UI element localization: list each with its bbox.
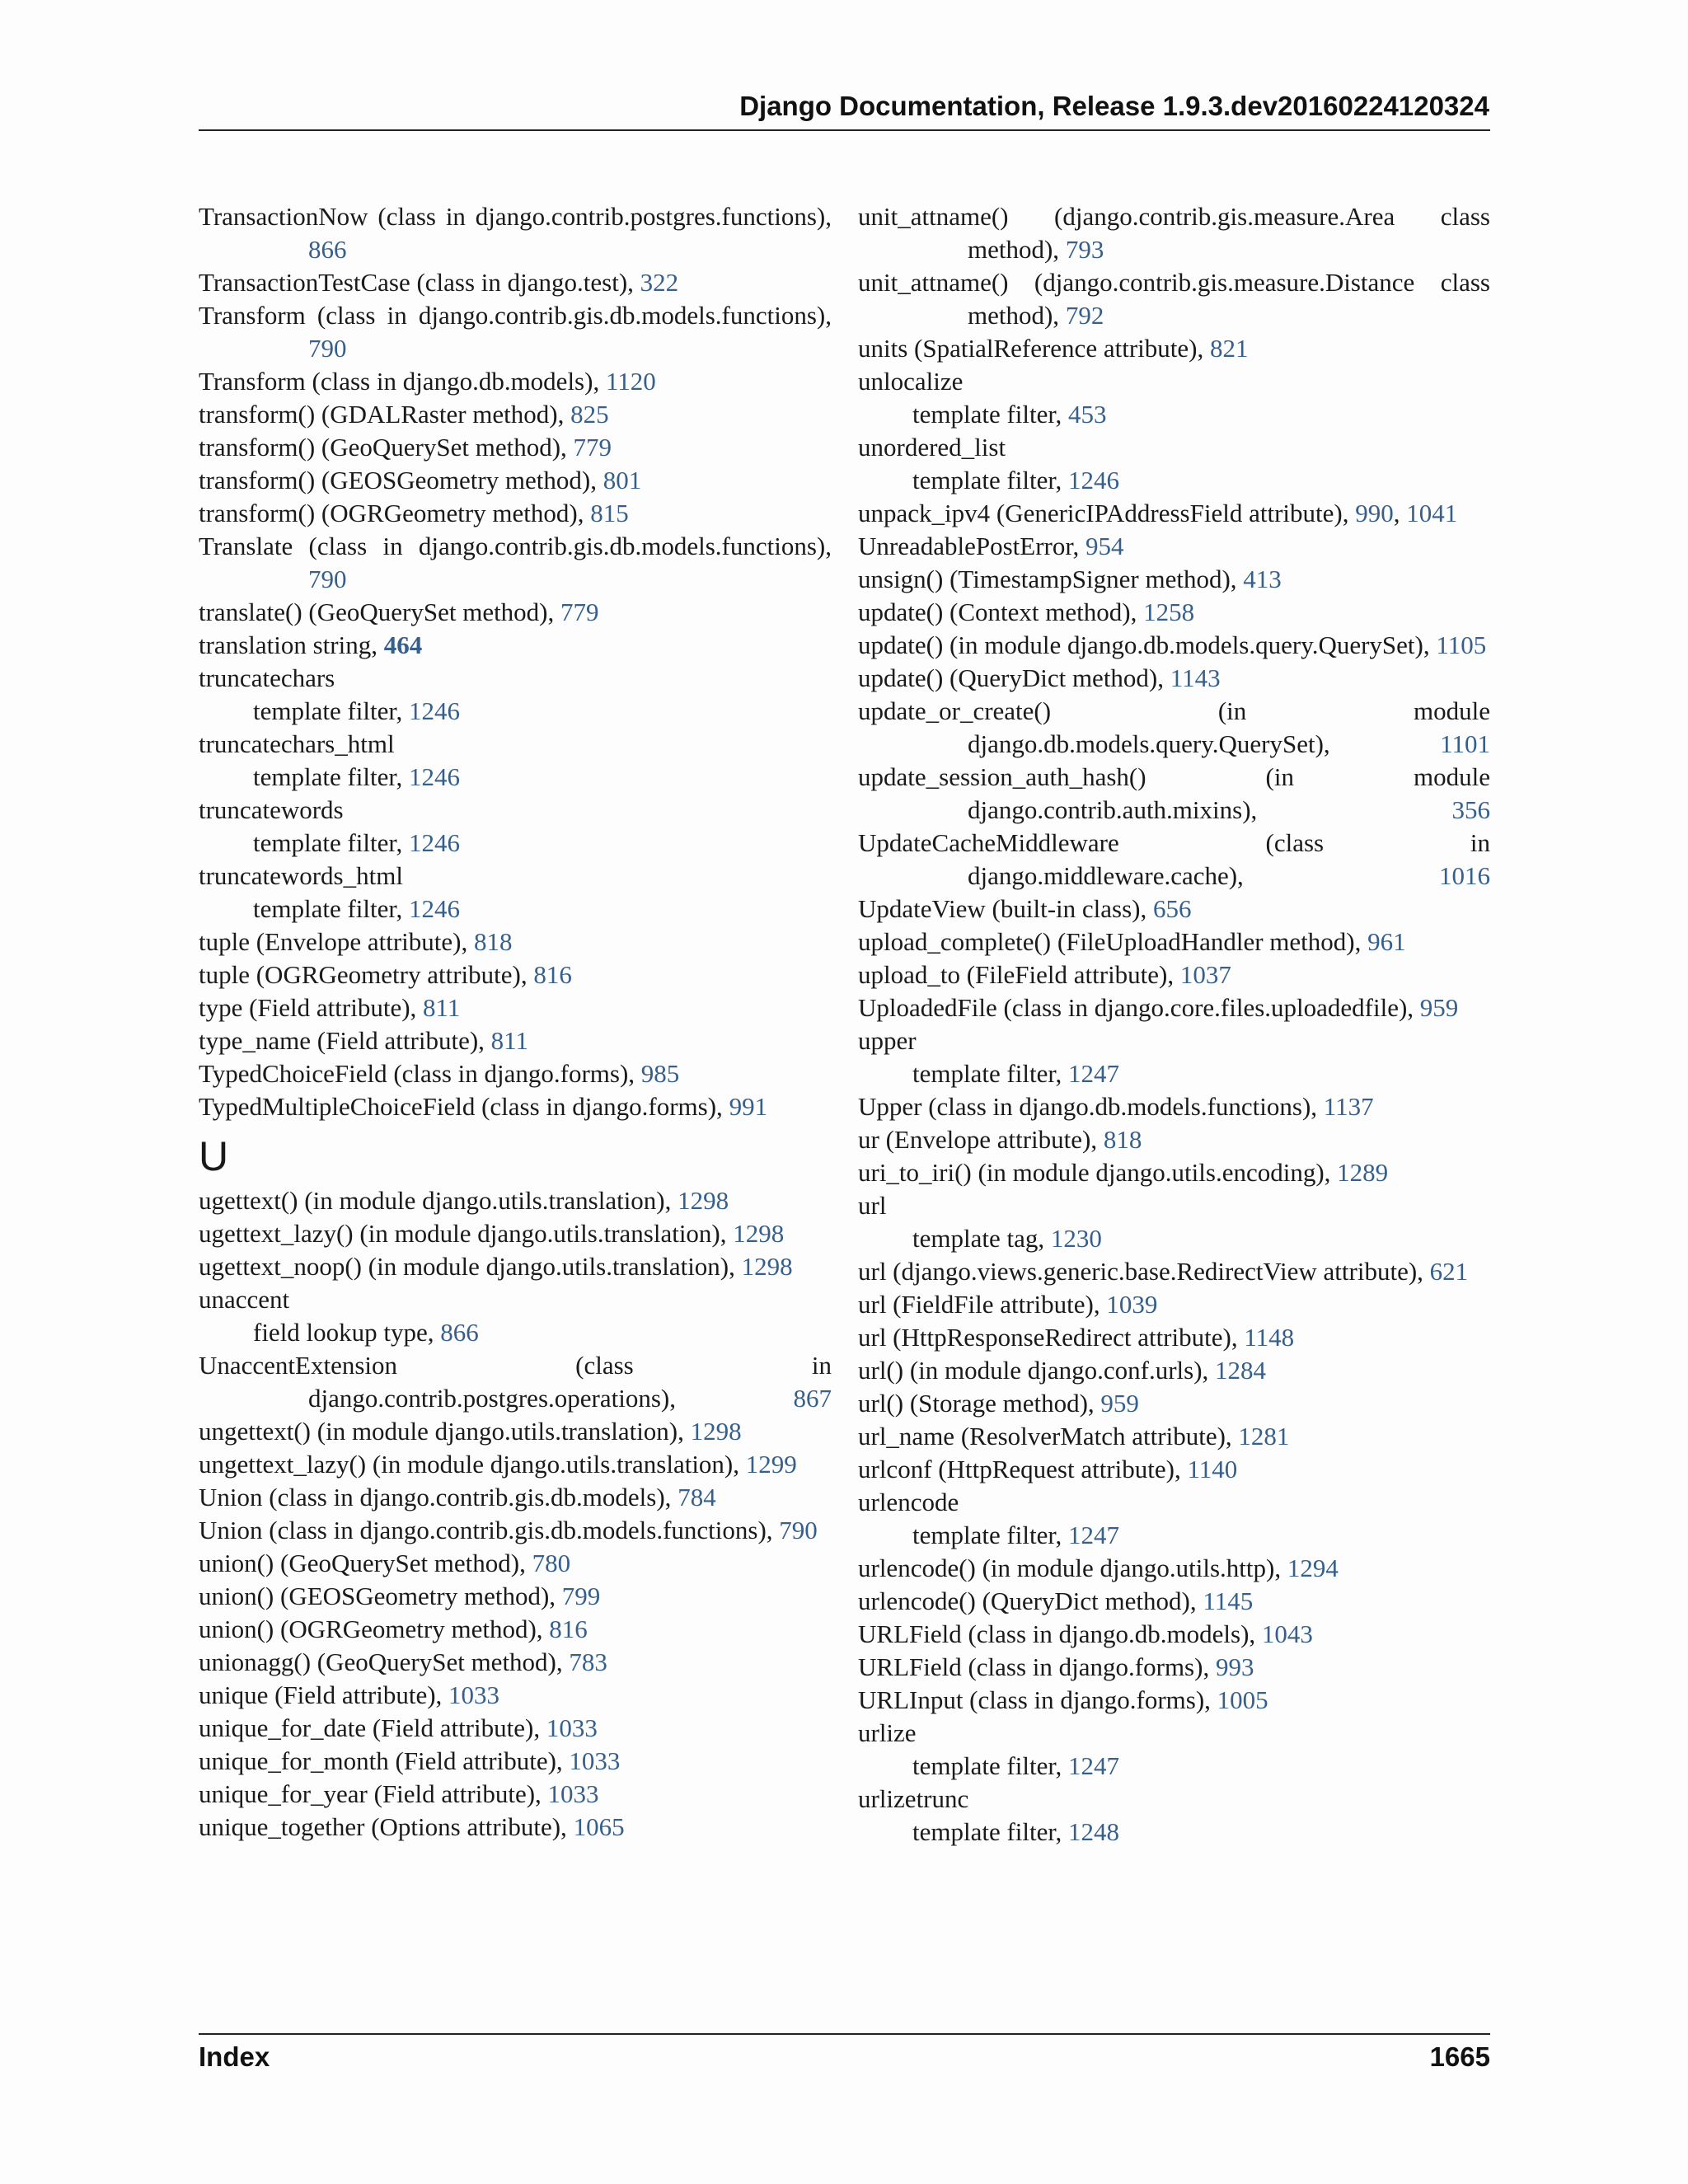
- index-entry-text: URLInput (class in django.forms),: [858, 1685, 1217, 1714]
- page-reference-link[interactable]: 792: [1065, 301, 1104, 330]
- page-reference-link[interactable]: 816: [533, 960, 572, 989]
- index-entry-text: Union (class in django.contrib.gis.db.models.functions),: [199, 1516, 780, 1544]
- index-subentry: [858, 1222, 1490, 1255]
- page-reference-link[interactable]: 1043: [1261, 1619, 1313, 1648]
- page-reference-link[interactable]: 1289: [1337, 1158, 1389, 1187]
- index-entry: [199, 991, 832, 1024]
- page-reference-link[interactable]: 1037: [1179, 960, 1231, 989]
- page-reference-link[interactable]: 779: [573, 433, 612, 462]
- index-entry-text: url() (Storage method),: [858, 1389, 1101, 1418]
- index-entry: [199, 1646, 832, 1679]
- page-reference-link[interactable]: 990: [1355, 499, 1394, 527]
- index-entry: [199, 1184, 832, 1217]
- index-entry: [199, 266, 832, 299]
- index-entry-text: ur (Envelope attribute),: [858, 1125, 1104, 1154]
- index-entry: [199, 1024, 832, 1057]
- index-entry-text: unique_together (Options attribute),: [199, 1812, 574, 1841]
- index-entry-text: UnreadablePostError,: [858, 532, 1085, 560]
- page-reference-link[interactable]: 1247: [1067, 1751, 1119, 1780]
- index-subentry: [199, 1316, 832, 1349]
- index-heading: [858, 1717, 1490, 1750]
- index-entry: unpack_ipv4 (GenericIPAddressField attribute), 990, 1041: [858, 499, 1458, 527]
- index-group-u-continued: [858, 200, 1490, 1849]
- index-entry-text: url (django.views.generic.base.RedirectView attribute),: [858, 1257, 1430, 1286]
- index-entry-text: type (Field attribute),: [199, 993, 424, 1022]
- index-entry-text: template filter,: [253, 828, 409, 857]
- index-subentry: [199, 827, 832, 860]
- index-entry-text: update() (Context method),: [858, 598, 1144, 626]
- page-reference-link[interactable]: 1033: [448, 1680, 500, 1709]
- page-reference-link[interactable]: 985: [640, 1059, 680, 1088]
- index-entry-text: unique_for_year (Field attribute),: [199, 1779, 548, 1808]
- header-rule: [199, 129, 1490, 131]
- page-reference-link[interactable]: 801: [603, 466, 642, 494]
- index-entry-text: upload_to (FileField attribute),: [858, 960, 1180, 989]
- page-reference-link[interactable]: 1246: [408, 762, 460, 791]
- index-entry-text: urlencode() (in module django.utils.http),: [858, 1554, 1287, 1582]
- index-entry: [199, 958, 832, 991]
- index-entry-text: tuple (Envelope attribute),: [199, 927, 474, 956]
- index-entry-text: translation string,: [199, 630, 384, 659]
- index-entry: [858, 893, 1490, 926]
- index-entry-text: urlizetrunc: [858, 1784, 969, 1813]
- section-letter-u: U: [199, 1133, 229, 1179]
- index-entry-text: transform() (GeoQuerySet method),: [199, 433, 574, 462]
- index-entry: [858, 1453, 1490, 1486]
- page-reference-link[interactable]: 866: [308, 235, 347, 264]
- index-entry-text: Transform (class in django.db.models),: [199, 367, 606, 396]
- index-entry-text: TypedMultipleChoiceField (class in django.forms),: [199, 1092, 729, 1121]
- index-column-right: [858, 200, 1490, 1849]
- index-entry: [858, 1090, 1490, 1123]
- index-entry-text: Translate (class in django.contrib.gis.db.models.functions),: [199, 532, 832, 560]
- page-reference-link[interactable]: 1065: [573, 1812, 625, 1841]
- index-entry-text: UpdateCacheMiddleware (class in django.middleware.cache),: [858, 828, 1490, 890]
- index-entry-text: upload_complete() (FileUploadHandler method),: [858, 927, 1368, 956]
- index-entry-text: UpdateView (built-in class),: [858, 894, 1153, 923]
- index-subentry: [858, 1057, 1490, 1090]
- page-reference-link[interactable]: 1246: [408, 894, 460, 923]
- index-subentry: [199, 761, 832, 794]
- index-heading: [858, 1783, 1490, 1816]
- page-reference-link[interactable]: 1298: [741, 1252, 793, 1281]
- index-entry: [858, 563, 1490, 596]
- page-reference-link[interactable]: 1284: [1215, 1356, 1267, 1385]
- page-reference-link[interactable]: 1281: [1238, 1422, 1290, 1451]
- page-reference-link[interactable]: 1299: [745, 1450, 797, 1479]
- page-reference-link[interactable]: 959: [1100, 1389, 1139, 1418]
- index-entry-text: Union (class in django.contrib.gis.db.models),: [199, 1483, 678, 1511]
- index-entry-text: unlocalize: [858, 367, 964, 396]
- page-reference-link[interactable]: 1145: [1203, 1586, 1254, 1615]
- index-entry-text: TypedChoiceField (class in django.forms),: [199, 1059, 641, 1088]
- page-reference-link[interactable]: 1140: [1187, 1455, 1238, 1483]
- index-entry-text: template filter,: [912, 1059, 1068, 1088]
- index-entry: [199, 1712, 832, 1745]
- index-entry: [199, 398, 832, 431]
- index-heading: [199, 728, 832, 761]
- page-reference-link[interactable]: 825: [570, 400, 609, 429]
- index-entry: [858, 596, 1490, 629]
- page-reference-link[interactable]: 1005: [1217, 1685, 1268, 1714]
- page-reference-link[interactable]: 322: [640, 268, 679, 297]
- index-entry: [199, 1250, 832, 1283]
- index-heading: [199, 662, 832, 695]
- index-entry: [199, 1613, 832, 1646]
- index-entry: [858, 958, 1490, 991]
- index-heading: [199, 860, 832, 893]
- index-subentry: [858, 398, 1490, 431]
- index-entry: [858, 1354, 1490, 1387]
- index-entry-text: template filter,: [912, 466, 1068, 494]
- index-entry-text: template filter,: [912, 1751, 1068, 1780]
- index-entry-text: update_session_auth_hash() (in module django.contrib.auth.mixins),: [858, 762, 1490, 824]
- index-entry: [199, 1778, 832, 1811]
- index-entry: [199, 629, 832, 662]
- index-heading: [199, 1283, 832, 1316]
- index-entry-text: urlencode: [858, 1488, 959, 1516]
- page-reference-link[interactable]: 818: [1103, 1125, 1142, 1154]
- index-entry-text: unsign() (TimestampSigner method),: [858, 565, 1244, 593]
- index-entry: [858, 1684, 1490, 1717]
- page-reference-link[interactable]: 799: [561, 1582, 601, 1610]
- page-reference-link[interactable]: 790: [308, 334, 347, 363]
- page-reference-link[interactable]: 1298: [678, 1186, 729, 1215]
- index-entry-text: transform() (OGRGeometry method),: [199, 499, 591, 527]
- index-entry-text: ungettext_lazy() (in module django.utils.translation),: [199, 1450, 746, 1479]
- page-reference-link[interactable]: 779: [560, 598, 599, 626]
- index-entry-text: ugettext_lazy() (in module django.utils.translation),: [199, 1219, 734, 1248]
- page-reference-link[interactable]: 780: [532, 1549, 571, 1577]
- index-entry: [858, 761, 1490, 827]
- index-entry: [199, 365, 832, 398]
- index-entry-text: ungettext() (in module django.utils.translation),: [199, 1417, 691, 1446]
- index-entry: [199, 1481, 832, 1514]
- index-heading: [858, 1024, 1490, 1057]
- index-entry-text: uri_to_iri() (in module django.utils.encoding),: [858, 1158, 1338, 1187]
- page-reference-link[interactable]: 1039: [1106, 1290, 1158, 1319]
- page-reference-link[interactable]: 1105: [1436, 630, 1487, 659]
- index-entry: [858, 926, 1490, 958]
- page-reference-link[interactable]: 1143: [1170, 663, 1221, 692]
- page-reference-link[interactable]: 656: [1152, 894, 1192, 923]
- page-reference-link[interactable]: 959: [1419, 993, 1459, 1022]
- index-heading: [199, 794, 832, 827]
- index-entry: [199, 1514, 832, 1547]
- index-entry-text: truncatechars: [199, 663, 335, 692]
- index-entry: [858, 662, 1490, 695]
- index-entry: [858, 1321, 1490, 1354]
- index-entry-text: UnaccentExtension (class in django.contrib.postgres.operations),: [199, 1351, 832, 1413]
- index-entry: [199, 1415, 832, 1448]
- page-reference-link[interactable]: 1148: [1244, 1323, 1295, 1352]
- index-entry-text: ugettext() (in module django.utils.translation),: [199, 1186, 678, 1215]
- index-subentry: [858, 1519, 1490, 1552]
- index-entry: [199, 530, 832, 596]
- page-reference-link[interactable]: 866: [440, 1318, 479, 1347]
- index-entry: [858, 1651, 1490, 1684]
- page-reference-link[interactable]: 815: [590, 499, 629, 527]
- index-entry-text: upper: [858, 1026, 917, 1055]
- page-reference-link[interactable]: 954: [1085, 532, 1124, 560]
- index-heading: [858, 1486, 1490, 1519]
- index-entry-text: update_or_create() (in module django.db.models.query.QuerySet),: [858, 696, 1490, 758]
- index-entry-text: template tag,: [912, 1224, 1051, 1253]
- index-entry-text: unpack_ipv4 (GenericIPAddressField attribute),: [858, 499, 1356, 527]
- footer-section-name: Index: [199, 2041, 270, 2072]
- index-entry-text: transform() (GEOSGeometry method),: [199, 466, 603, 494]
- index-entry: [858, 991, 1490, 1024]
- index-entry: [199, 1547, 832, 1580]
- index-entry-text: url_name (ResolverMatch attribute),: [858, 1422, 1239, 1451]
- index-entry-text: truncatewords_html: [199, 861, 403, 890]
- page-reference-link[interactable]: 621: [1429, 1257, 1469, 1286]
- index-entry-text: unique_for_date (Field attribute),: [199, 1713, 546, 1742]
- index-entry: [858, 1585, 1490, 1618]
- page-reference-link[interactable]: 1033: [547, 1779, 599, 1808]
- index-entry-text: urlize: [858, 1718, 917, 1747]
- page-reference-link[interactable]: 783: [569, 1647, 607, 1676]
- page-reference-link[interactable]: 1246: [1067, 466, 1119, 494]
- index-entry: [199, 1679, 832, 1712]
- index-entry-text: transform() (GDALRaster method),: [199, 400, 571, 429]
- index-subentry: [858, 1816, 1490, 1849]
- index-entry: [858, 1156, 1490, 1189]
- index-entry: [858, 1387, 1490, 1420]
- page-reference-link[interactable]: 1248: [1067, 1817, 1119, 1846]
- index-entry: [858, 1552, 1490, 1585]
- page-reference-link[interactable]: 784: [678, 1483, 716, 1511]
- index-entry-text: unit_attname() (django.contrib.gis.measure.Distance class method),: [858, 268, 1490, 330]
- page-reference-link[interactable]: 811: [490, 1026, 529, 1055]
- index-subentry: [199, 695, 832, 728]
- index-entry: [199, 926, 832, 958]
- page-reference-link[interactable]: 991: [729, 1092, 768, 1121]
- index-entry: [199, 596, 832, 629]
- index-entry-text: tuple (OGRGeometry attribute),: [199, 960, 534, 989]
- index-entry-text: url (FieldFile attribute),: [858, 1290, 1107, 1319]
- page-reference-link[interactable]: 811: [423, 993, 461, 1022]
- page-reference-link[interactable]: 1298: [690, 1417, 742, 1446]
- page-header-title: Django Documentation, Release 1.9.3.dev20160224120324: [739, 91, 1489, 121]
- index-entry-text: ugettext_noop() (in module django.utils.translation),: [199, 1252, 742, 1281]
- index-entry: [199, 431, 832, 464]
- index-entry-text: TransactionTestCase (class in django.test),: [199, 268, 640, 297]
- index-entry-text: URLField (class in django.db.models),: [858, 1619, 1262, 1648]
- index-entry-text: template filter,: [253, 894, 409, 923]
- index-group-u: [199, 1184, 832, 1844]
- page-reference-link[interactable]: 1230: [1050, 1224, 1102, 1253]
- page-reference-link[interactable]: 818: [474, 927, 513, 956]
- page-reference-link[interactable]: 1033: [569, 1746, 621, 1775]
- index-entry-text: unionagg() (GeoQuerySet method),: [199, 1647, 570, 1676]
- page-reference-link[interactable]: 1246: [408, 828, 460, 857]
- index-entry-text: type_name (Field attribute),: [199, 1026, 491, 1055]
- index-entry: [858, 629, 1490, 662]
- index-entry-text: urlencode() (QueryDict method),: [858, 1586, 1203, 1615]
- index-entry-text: template filter,: [253, 762, 409, 791]
- index-entry-text: template filter,: [912, 1521, 1068, 1549]
- index-entry: [199, 1745, 832, 1778]
- index-entry-text: template filter,: [253, 696, 409, 725]
- index-subentry: [858, 464, 1490, 497]
- index-heading: [858, 431, 1490, 464]
- footer-rule: [199, 2033, 1490, 2035]
- index-entry-text: Upper (class in django.db.models.functions),: [858, 1092, 1324, 1121]
- index-entry-text: url: [858, 1191, 887, 1220]
- index-entry-text: field lookup type,: [253, 1318, 441, 1347]
- page-reference-link[interactable]: 816: [549, 1615, 588, 1643]
- index-entry-text: truncatewords: [199, 795, 344, 824]
- page-reference-link[interactable]: 453: [1067, 400, 1107, 429]
- index-heading: [858, 365, 1490, 398]
- page-reference-link[interactable]: 1247: [1067, 1521, 1119, 1549]
- index-entry-text: UploadedFile (class in django.core.files.uploadedfile),: [858, 993, 1420, 1022]
- index-entry-text: unordered_list: [858, 433, 1006, 462]
- index-entry-text: urlconf (HttpRequest attribute),: [858, 1455, 1188, 1483]
- page-reference-link[interactable]: 1101: [1440, 729, 1490, 758]
- index-entry: [858, 332, 1490, 365]
- page-reference-link[interactable]: 961: [1367, 927, 1406, 956]
- index-entry-text: union() (GEOSGeometry method),: [199, 1582, 562, 1610]
- index-entry-text: update() (QueryDict method),: [858, 663, 1170, 692]
- index-entry-text: url (HttpResponseRedirect attribute),: [858, 1323, 1245, 1352]
- page-reference-link[interactable]: 1247: [1067, 1059, 1119, 1088]
- index-entry-text: unaccent: [199, 1285, 290, 1314]
- page-reference-link[interactable]: 867: [793, 1384, 832, 1413]
- index-entry: [858, 1618, 1490, 1651]
- index-entry-text: unique (Field attribute),: [199, 1680, 449, 1709]
- index-entry: [199, 299, 832, 365]
- page-reference-link[interactable]: 1137: [1323, 1092, 1374, 1121]
- index-entry: [858, 827, 1490, 893]
- index-entry: [199, 200, 832, 266]
- index-entry-text: url() (in module django.conf.urls),: [858, 1356, 1216, 1385]
- index-entry: [199, 1580, 832, 1613]
- page-reference-link[interactable]: 1298: [733, 1219, 785, 1248]
- page-reference-link[interactable]: 793: [1065, 235, 1104, 264]
- index-entry-text: translate() (GeoQuerySet method),: [199, 598, 561, 626]
- index-entry-text: template filter,: [912, 400, 1068, 429]
- index-entry: [199, 464, 832, 497]
- index-entry: [199, 1448, 832, 1481]
- index-entry-text: update() (in module django.db.models.query.QuerySet),: [858, 630, 1437, 659]
- index-subentry: [199, 893, 832, 926]
- index-entry: [199, 1090, 832, 1123]
- index-entry: [858, 266, 1490, 332]
- index-entry-text: TransactionNow (class in django.contrib.postgres.functions),: [199, 202, 832, 231]
- index-entry: [199, 1811, 832, 1844]
- index-entry: [858, 1123, 1490, 1156]
- page-reference-link[interactable]: 1033: [546, 1713, 598, 1742]
- index-column-left: [199, 200, 832, 1844]
- page-reference-link[interactable]: 356: [1451, 795, 1490, 824]
- index-entry-text: template filter,: [912, 1817, 1068, 1846]
- index-entry-text: truncatechars_html: [199, 729, 395, 758]
- page-reference-link[interactable]: 1120: [605, 367, 656, 396]
- page-reference-link[interactable]: 821: [1209, 334, 1249, 363]
- page-reference-link[interactable]: 1041: [1406, 499, 1458, 527]
- index-entry: [858, 530, 1490, 563]
- index-entry: [199, 1217, 832, 1250]
- page-reference-link[interactable]: 413: [1243, 565, 1282, 593]
- page-reference-link[interactable]: 1258: [1143, 598, 1195, 626]
- index-group-t: [199, 200, 832, 1123]
- index-entry-text: URLField (class in django.forms),: [858, 1652, 1216, 1681]
- index-entry: [858, 200, 1490, 266]
- page-reference-link[interactable]: 1016: [1439, 861, 1490, 890]
- index-entry: [858, 1420, 1490, 1453]
- page-reference-link[interactable]: 464: [383, 630, 423, 659]
- page-reference-link[interactable]: 790: [308, 565, 347, 593]
- index-subentry: [858, 1750, 1490, 1783]
- index-entry-text: units (SpatialReference attribute),: [858, 334, 1210, 363]
- page-reference-link[interactable]: 790: [779, 1516, 818, 1544]
- page-reference-link[interactable]: 993: [1215, 1652, 1254, 1681]
- index-entry: [858, 1255, 1490, 1288]
- index-entry: [199, 497, 832, 530]
- index-entry: [858, 695, 1490, 761]
- index-entry-text: unit_attname() (django.contrib.gis.measure.Area class method),: [858, 202, 1490, 264]
- index-entry-text: union() (GeoQuerySet method),: [199, 1549, 532, 1577]
- index-heading: [858, 1189, 1490, 1222]
- index-entry: [199, 1057, 832, 1090]
- index-entry-text: union() (OGRGeometry method),: [199, 1615, 550, 1643]
- index-entry: [858, 1288, 1490, 1321]
- index-entry-text: Transform (class in django.contrib.gis.db.models.functions),: [199, 301, 832, 330]
- index-entry: [199, 1349, 832, 1415]
- index-entry-text: unique_for_month (Field attribute),: [199, 1746, 570, 1775]
- footer-page-number: 1665: [1429, 2041, 1490, 2072]
- page-reference-link[interactable]: 1246: [408, 696, 460, 725]
- page-reference-link[interactable]: 1294: [1287, 1554, 1339, 1582]
